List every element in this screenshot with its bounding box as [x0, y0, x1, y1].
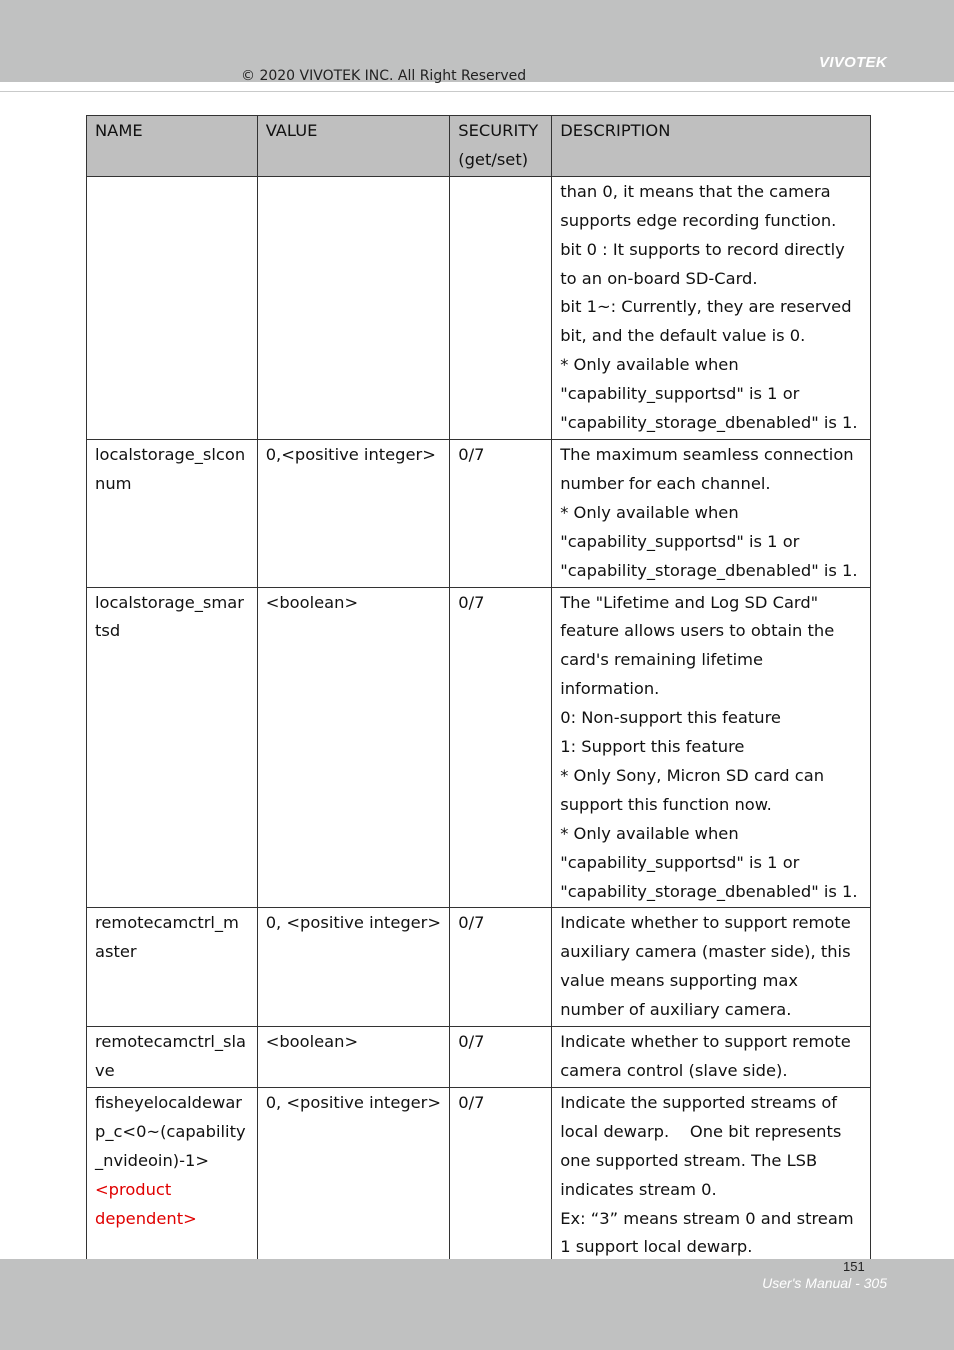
- description-line: The "Lifetime and Log SD Card" feature allows users to obtain the card's remaining lifetime information.: [560, 592, 835, 699]
- cell-value: [257, 176, 450, 439]
- cell-description: [552, 176, 871, 439]
- cell-description: [552, 587, 871, 908]
- cell-name: localstorage_slconnum: [87, 439, 258, 587]
- cell-value: 0, <positive integer>: [257, 908, 450, 1027]
- description-line: * Only available when "capability_supportsd" is 1 or "capability_storage_dbenabled" is 1.: [560, 355, 858, 433]
- page-number: 151: [843, 1259, 865, 1274]
- header-rule: [0, 91, 954, 92]
- cell-security: 0/7: [450, 908, 552, 1027]
- cell-name: remotecamctrl_master: [87, 908, 258, 1027]
- column-header-security: [450, 116, 552, 177]
- description-line: bit 0 : It supports to record directly to an on-board SD-Card.: [560, 239, 845, 288]
- cell-value: 0, <positive integer>: [257, 1087, 450, 1263]
- description-line: Indicate whether to support remote camera control (slave side).: [560, 1032, 851, 1080]
- description-line: bit 1~: Currently, they are reserved bit, and the default value is 0.: [560, 297, 852, 346]
- description-line: 0: Non-support this feature: [560, 708, 781, 728]
- table-row: [87, 176, 871, 439]
- copyright-text: © 2020 VIVOTEK INC. All Right Reserved: [241, 68, 527, 84]
- description-line: * Only available when "capability_supportsd" is 1 or "capability_storage_dbenabled" is 1.: [560, 823, 858, 901]
- table-row: [87, 908, 871, 1027]
- description-line: 1: Support this feature: [560, 737, 745, 757]
- cell-name: remotecamctrl_slave: [87, 1027, 258, 1088]
- cell-description: [552, 908, 871, 1027]
- column-header-security-line1: SECURITY: [458, 121, 539, 140]
- description-line: Indicate the supported streams of local dewarp. One bit represents one supported stream. The LSB indicates stream 0.: [560, 1092, 847, 1199]
- table-row: [87, 1087, 871, 1263]
- table-row: [87, 587, 871, 908]
- cell-description: [552, 1087, 871, 1263]
- cell-name: [87, 1087, 258, 1263]
- cell-security: [450, 176, 552, 439]
- cell-description: [552, 1027, 871, 1088]
- column-header-value: VALUE: [257, 116, 450, 177]
- cell-security: 0/7: [450, 439, 552, 587]
- description-line: * Only Sony, Micron SD card can support this function now.: [560, 765, 825, 814]
- column-header-security-line2: (get/set): [458, 149, 529, 169]
- cell-security: 0/7: [450, 1087, 552, 1263]
- column-header-description: DESCRIPTION: [552, 116, 871, 177]
- cell-value: <boolean>: [257, 587, 450, 908]
- table-row: [87, 439, 871, 587]
- cell-security: 0/7: [450, 587, 552, 908]
- footer-band: [0, 1259, 954, 1350]
- table-row: [87, 1027, 871, 1088]
- cell-name: [87, 176, 258, 439]
- description-line: Ex: “3” means stream 0 and stream 1 support local dewarp.: [560, 1208, 854, 1257]
- cell-value: 0,<positive integer>: [257, 439, 450, 587]
- description-line: than 0, it means that the camera supports edge recording function.: [560, 181, 837, 230]
- description-line: The maximum seamless connection number for each channel.: [560, 444, 854, 493]
- description-line: * Only available when "capability_supportsd" is 1 or "capability_storage_dbenabled" is 1.: [560, 502, 858, 580]
- table-header-row: [87, 116, 871, 177]
- parameter-name: fisheyelocaldewarp_c<0~(capability_nvideoin)-1>: [95, 1092, 246, 1170]
- parameter-table: [86, 115, 871, 1264]
- column-header-name: NAME: [87, 116, 258, 177]
- cell-value: <boolean>: [257, 1027, 450, 1088]
- cell-description: [552, 439, 871, 587]
- brand-logo: VIVOTEK: [819, 54, 887, 71]
- description-line: Indicate whether to support remote auxiliary camera (master side), this value means supporting max number of auxiliary camera.: [560, 913, 851, 1020]
- cell-security: 0/7: [450, 1027, 552, 1088]
- cell-name: localstorage_smartsd: [87, 587, 258, 908]
- manual-page-reference: User's Manual - 305: [762, 1275, 887, 1291]
- product-dependent-note: <product dependent>: [95, 1179, 197, 1228]
